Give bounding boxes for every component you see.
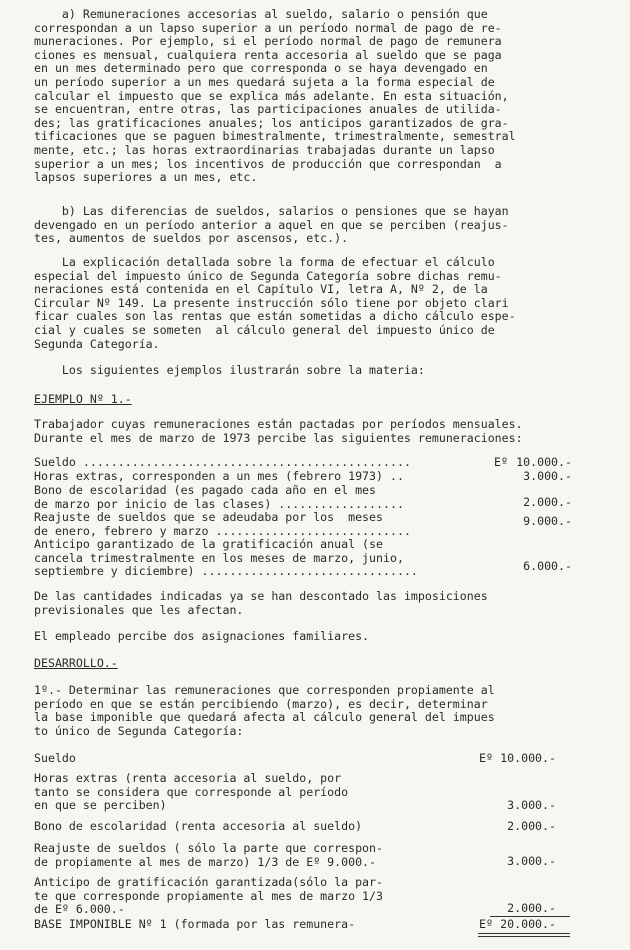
item-label: BASE IMPONIBLE Nº 1 (formada por las remunera- — [34, 917, 356, 931]
text-line: en un mes determinado pero que corresponda o se haya devengado en — [34, 61, 488, 76]
item-amount: 10.000.- — [516, 455, 572, 469]
item-amount: 9.000.- — [523, 514, 572, 528]
paragraph-e — [34, 418, 616, 445]
text-line: período en que se están percibiendo (marzo), es decir, determinar — [34, 696, 488, 711]
text-line: un período superior a un mes quedará sujeta a la forma especial de — [34, 74, 495, 89]
item-label: Anticipo garantizado de la gratificación anual (se — [34, 537, 384, 551]
text-line: mente, etc.; las horas extraordinarias trabajadas durante un lapso — [34, 142, 495, 157]
item-label: Anticipo de gratificación garantizada(sólo la par- — [34, 875, 384, 889]
item-label: de enero, febrero y marzo ............................ — [34, 523, 411, 538]
text-line: superior a un mes; los incentivos de producción que correspondan a — [34, 156, 502, 171]
list2-item-horas-extras — [34, 772, 616, 813]
text-line: Trabajador cuyas remuneraciones están pactadas por períodos mensuales. — [34, 417, 523, 431]
list2-item-base-imponible — [34, 918, 616, 932]
text-line: Circular Nº 149. La presente instrucción sólo tiene por objeto clari — [34, 295, 509, 310]
list1-item-sueldo — [34, 456, 616, 470]
item-label: Reajuste de sueldos que se adeudaba por los meses — [34, 510, 384, 524]
item-label: septiembre y diciembre) ............................... — [34, 564, 418, 579]
item-amount: 2.000.- — [507, 819, 556, 833]
total-rule-double — [478, 936, 570, 937]
heading-desarrollo: DESARROLLO.- — [34, 656, 118, 670]
item-label: Sueldo ............................................... — [34, 455, 411, 469]
paragraph-h — [34, 684, 616, 738]
text-line: lapsos superiores a un mes, etc. — [34, 170, 258, 185]
item-amount: 10.000.- — [500, 751, 556, 765]
text-line: des; las gratificaciones anuales; los anticipos garantizados de gra- — [34, 115, 509, 130]
list1-item-reajuste — [34, 511, 616, 538]
paragraph-d — [34, 364, 616, 378]
item-label: Sueldo — [34, 751, 76, 765]
text-line: previsionales que les afectan. — [34, 602, 244, 617]
currency-symbol: Eº — [479, 917, 493, 931]
text-line: tificaciones que se paguen bimestralmente, trimestralmente, semestral — [34, 129, 516, 144]
currency-symbol: Eº — [479, 751, 493, 765]
list2-item-sueldo — [34, 752, 616, 766]
item-amount: 20.000.- — [500, 917, 556, 931]
text-line: a) Remuneraciones accesorias al sueldo, salario o pensión que — [34, 7, 488, 21]
item-label: de propiamente al mes de marzo) 1/3 de Eº 9.000.- — [34, 854, 377, 869]
text-line: 1º.- Determinar las remuneraciones que corresponden propiamente al — [34, 683, 495, 697]
text-line: De las cantidades indicadas ya se han descontado las imposiciones — [34, 589, 488, 603]
item-label: en que se perciben) — [34, 798, 167, 813]
item-label: te que corresponde propiamente al mes de marzo 1/3 — [34, 888, 384, 903]
paragraph-b — [34, 205, 616, 246]
text-line: correspondan a un lapso superior a un período normal de pago de re- — [34, 20, 502, 35]
text-line: to único de Segunda Categoría: — [34, 723, 244, 738]
paragraph-a — [34, 8, 616, 185]
text-line: La explicación detallada sobre la forma de efectuar el cálculo — [34, 255, 495, 269]
paragraph-g — [34, 630, 616, 644]
item-amount: 2.000.- — [507, 901, 556, 915]
text-line: calcular el impuesto que se explica más adelante. En esta situación, — [34, 88, 509, 103]
list1-item-bono — [34, 484, 616, 511]
item-label: Horas extras (renta accesoria al sueldo, por — [34, 771, 342, 785]
item-label: de marzo por inicio de las clases) .................. — [34, 496, 404, 511]
text-line: cial y cuales se someten al cálculo general del impuesto único de — [34, 322, 495, 337]
item-label: Horas extras, corresponden a un mes (febrero 1973) .. — [34, 469, 404, 483]
item-label: tanto se considera que corresponde al período — [34, 784, 349, 799]
paragraph-c — [34, 256, 616, 351]
item-amount: 3.000.- — [507, 798, 556, 812]
text-line: neraciones está contenida en el Capítulo VI, letra A, Nº 2, de la — [34, 282, 488, 297]
item-label: de Eº 6.000.- — [34, 902, 125, 917]
item-amount: 3.000.- — [507, 854, 556, 868]
text-line: tes, aumentos de sueldos por ascensos, etc.). — [34, 231, 349, 246]
item-label: Bono de escolaridad (renta accesoria al sueldo) — [34, 819, 363, 833]
list1-item-horas-extras — [34, 470, 616, 484]
text-line: especial del impuesto único de Segunda Categoría sobre dichas remu- — [34, 268, 502, 283]
paragraph-f — [34, 590, 616, 617]
item-amount: 2.000.- — [523, 495, 572, 509]
text-line: El empleado percibe dos asignaciones familiares. — [34, 629, 370, 643]
text-line: b) Las diferencias de sueldos, salarios o pensiones que se hayan — [34, 204, 509, 218]
text-line: ficar cuales son las rentas que están sometidas a dicho cálculo espe- — [34, 309, 516, 324]
heading-ejemplo: EJEMPLO Nº 1.- — [34, 392, 132, 406]
text-line: Durante el mes de marzo de 1973 percibe las siguientes remuneraciones: — [34, 430, 523, 445]
currency-symbol: Eº — [494, 455, 508, 469]
item-amount: 3.000.- — [523, 469, 572, 483]
item-label: Bono de escolaridad (es pagado cada año en el mes — [34, 483, 377, 497]
list2-item-reajuste — [34, 842, 616, 869]
item-label: Reajuste de sueldos ( sólo la parte que correspon- — [34, 841, 384, 855]
total-rule — [478, 933, 570, 934]
item-amount: 6.000.- — [523, 559, 572, 573]
text-line: Los siguientes ejemplos ilustrarán sobre la materia: — [34, 363, 425, 377]
item-label: cancela trimestralmente en los meses de marzo, junio, — [34, 550, 404, 565]
text-line: devengado en un período anterior a aquel en que se perciben (reajus- — [34, 217, 509, 232]
text-line: ciones es mensual, cualquiera renta accesoria al sueldo que se paga — [34, 47, 502, 62]
text-line: Segunda Categoría. — [34, 336, 160, 351]
text-line: se encuentran, entre otras, las participaciones anuales de utilida- — [34, 102, 502, 117]
text-line: muneraciones. Por ejemplo, si el período normal de pago de remunera — [34, 34, 502, 49]
list1-item-anticipo — [34, 538, 616, 579]
text-line: la base imponible que quedará afecta al cálculo general del impues — [34, 710, 495, 725]
list2-item-bono — [34, 820, 616, 834]
list2-item-anticipo — [34, 876, 616, 917]
